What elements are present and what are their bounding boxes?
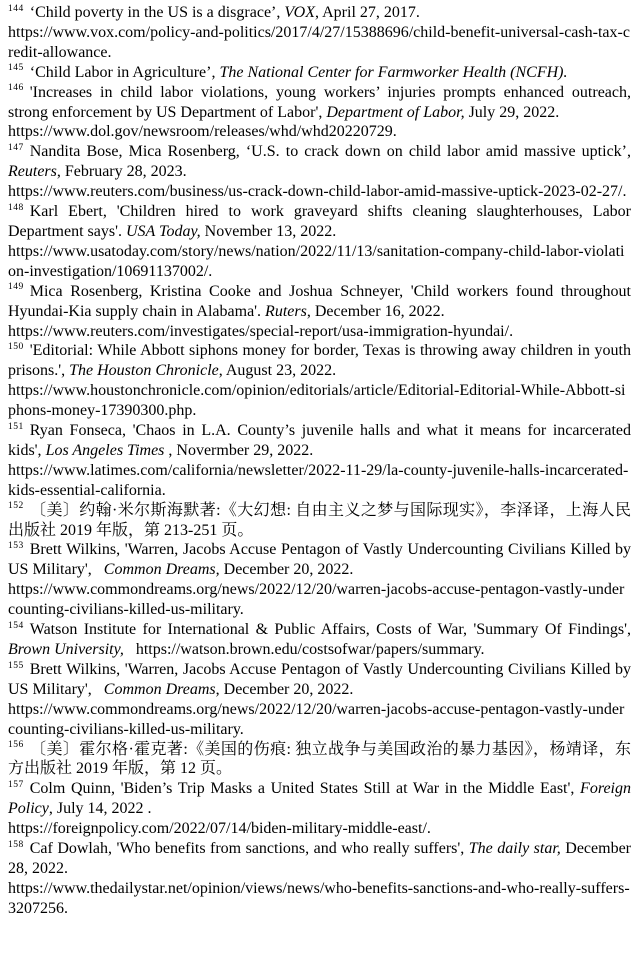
footnote-text: 〔美〕霍尔格·霍克著:《美国的伤痕: 独立战争与美国政治的暴力基因》，杨靖译，东方出版社 2019 年版，第 12 页。 [8, 740, 631, 778]
footnote-text: , December 16, 2022. [306, 302, 445, 320]
source-title: Department of Labor, [326, 103, 465, 121]
footnote-number: 150 [8, 342, 24, 353]
footnote-147 [8, 142, 631, 202]
footnote-number: 149 [8, 282, 24, 293]
footnote-156 [8, 740, 631, 780]
source-title: The daily star, [468, 840, 561, 858]
source-title: VOX [284, 4, 315, 21]
footnote-number: 148 [8, 202, 24, 213]
footnote-text: 'Increases in child labor violations, young workers’ injuries prompts enhanced outreach, strong enforcement by US Department of Labor', [8, 83, 631, 121]
source-title: Brown University, [8, 641, 124, 658]
footnote-152 [8, 501, 631, 541]
footnote-number: 146 [8, 83, 24, 94]
footnote-number: 158 [8, 839, 24, 850]
footnote-url: https://foreignpolicy.com/2022/07/14/biden-military-middle-east/. [8, 820, 431, 838]
footnote-157 [8, 779, 631, 839]
footnotes-list [8, 3, 631, 919]
footnote-number: 155 [8, 660, 24, 671]
footnote-text: , Novermber 29, 2022. [164, 441, 314, 459]
footnote-url: https://www.usatoday.com/story/news/nation/2022/11/13/sanitation-company-child-labor-violation-investigation/10691137002/. [8, 242, 625, 280]
footnote-text: December 20, 2022. [219, 561, 354, 579]
footnote-text: Karl Ebert, 'Children hired to work graveyard shifts cleaning slaughterhouses, Labor Department says'. [8, 203, 631, 240]
footnote-text: Brett Wilkins, 'Warren, Jacobs Accuse Pentagon of Vastly Undercounting Civilians Killed by US Military', [8, 541, 631, 579]
footnote-text: , August 23, 2022. [218, 362, 337, 380]
footnote-146 [8, 83, 631, 143]
source-title: Los Angeles Times [45, 441, 165, 459]
footnote-text: Watson Institute for International & Public Affairs, Costs of War, 'Summary Of Findings', [29, 621, 631, 639]
footnote-158 [8, 839, 631, 919]
footnote-text: Colm Quinn, 'Biden’s Trip Masks a United States Still at War in the Middle East', [29, 780, 581, 798]
footnote-text: December 28, 2022. [8, 840, 632, 877]
footnote-text: Ryan Fonseca, 'Chaos in L.A. County’s juvenile halls and what it means for incarcerated kids', [8, 422, 631, 459]
footnote-url: https://www.commondreams.org/news/2022/12/20/warren-jacobs-accuse-pentagon-vastly-undercounting-civilians-killed-us-military. [8, 581, 625, 619]
source-title: The Houston Chronicle [69, 362, 219, 380]
footnote-150 [8, 341, 631, 421]
footnote-number: 157 [8, 780, 24, 791]
footnote-number: 144 [8, 3, 24, 14]
footnote-url: https://www.reuters.com/investigates/special-report/usa-immigration-hyundai/. [8, 322, 514, 340]
footnote-number: 153 [8, 541, 24, 552]
footnote-text: ‘Child Labor in Agriculture’, [29, 63, 220, 81]
source-title: Common Dreams [103, 680, 216, 698]
footnote-number: 156 [8, 740, 24, 751]
footnote-text: , April 27, 2017. [315, 4, 420, 21]
footnote-url: https://www.dol.gov/newsroom/releases/whd/whd20220729. [8, 123, 397, 141]
footnote-text: Caf Dowlah, 'Who benefits from sanctions, and who really suffers', [29, 840, 469, 858]
footnote-144 [8, 3, 631, 63]
footnote-text: ‘Child poverty in the US is a disgrace’, [29, 4, 285, 21]
footnote-text [124, 641, 136, 658]
footnote-text: 〔美〕约翰·米尔斯海默著:《大幻想: 自由主义之梦与国际现实》，李泽译，上海人民出版社 2019 年版，第 213-251 页。 [8, 501, 631, 539]
source-title: Foreign Policy [8, 780, 631, 818]
footnote-url: https://www.houstonchronicle.com/opinion/editorials/article/Editorial-Editorial-While-Abbott-siphons-money-17390300.php. [8, 382, 626, 420]
footnote-text: 'Editorial: While Abbott siphons money for border, Texas is throwing away children in youth prisons.', [8, 342, 631, 380]
footnote-number: 154 [8, 620, 24, 631]
footnote-url: https://www.latimes.com/california/newsletter/2022-11-29/la-county-juvenile-halls-incarcerated-kids-essential-california. [8, 461, 629, 499]
footnote-145 [8, 63, 631, 83]
footnote-text: November 13, 2022. [200, 222, 337, 240]
footnote-text: , February 28, 2023. [56, 163, 187, 181]
footnote-text: , July 14, 2022 . [48, 800, 152, 818]
footnote-text: Mica Rosenberg, Kristina Cooke and Joshua Schneyer, 'Child workers found throughout Hyundai-Kia supply chain in Alabama'. [8, 282, 631, 320]
footnote-url: https://www.vox.com/policy-and-politics/2017/4/27/15388696/child-benefit-universal-cash-tax-credit-allowance. [8, 23, 630, 61]
footnote-url: https://watson.brown.edu/costsofwar/papers/summary. [135, 641, 485, 658]
source-title: USA Today, [125, 222, 201, 240]
footnote-text: , December 20, 2022. [215, 680, 354, 698]
footnote-url: https://www.commondreams.org/news/2022/12/20/warren-jacobs-accuse-pentagon-vastly-undercounting-civilians-killed-us-military. [8, 700, 625, 738]
footnote-155 [8, 660, 631, 740]
footnote-149 [8, 282, 631, 342]
footnote-number: 147 [8, 143, 24, 154]
footnote-number: 145 [8, 63, 24, 74]
footnote-151 [8, 421, 631, 501]
footnote-154 [8, 620, 631, 660]
footnote-url: https://www.reuters.com/business/us-crack-down-child-labor-amid-massive-uptick-2023-02-27/. [8, 183, 627, 201]
footnote-148 [8, 202, 631, 282]
source-title: Ruters [265, 302, 307, 320]
footnote-text: Nandita Bose, Mica Rosenberg, ‘U.S. to crack down on child labor amid massive uptick’, [29, 143, 631, 161]
source-title: The National Center for Farmworker Health (NCFH). [219, 63, 568, 81]
footnote-url: https://www.thedailystar.net/opinion/views/news/who-benefits-sanctions-and-who-really-suffers-3207256. [8, 879, 630, 917]
source-title: Reuters [8, 163, 57, 181]
footnote-text: Brett Wilkins, 'Warren, Jacobs Accuse Pentagon of Vastly Undercounting Civilians Killed by US Military', [8, 660, 631, 698]
footnote-number: 151 [8, 421, 24, 432]
footnote-153 [8, 540, 631, 620]
footnote-number: 152 [8, 501, 24, 512]
footnote-text: July 29, 2022. [464, 103, 560, 121]
source-title: Common Dreams, [103, 561, 220, 579]
